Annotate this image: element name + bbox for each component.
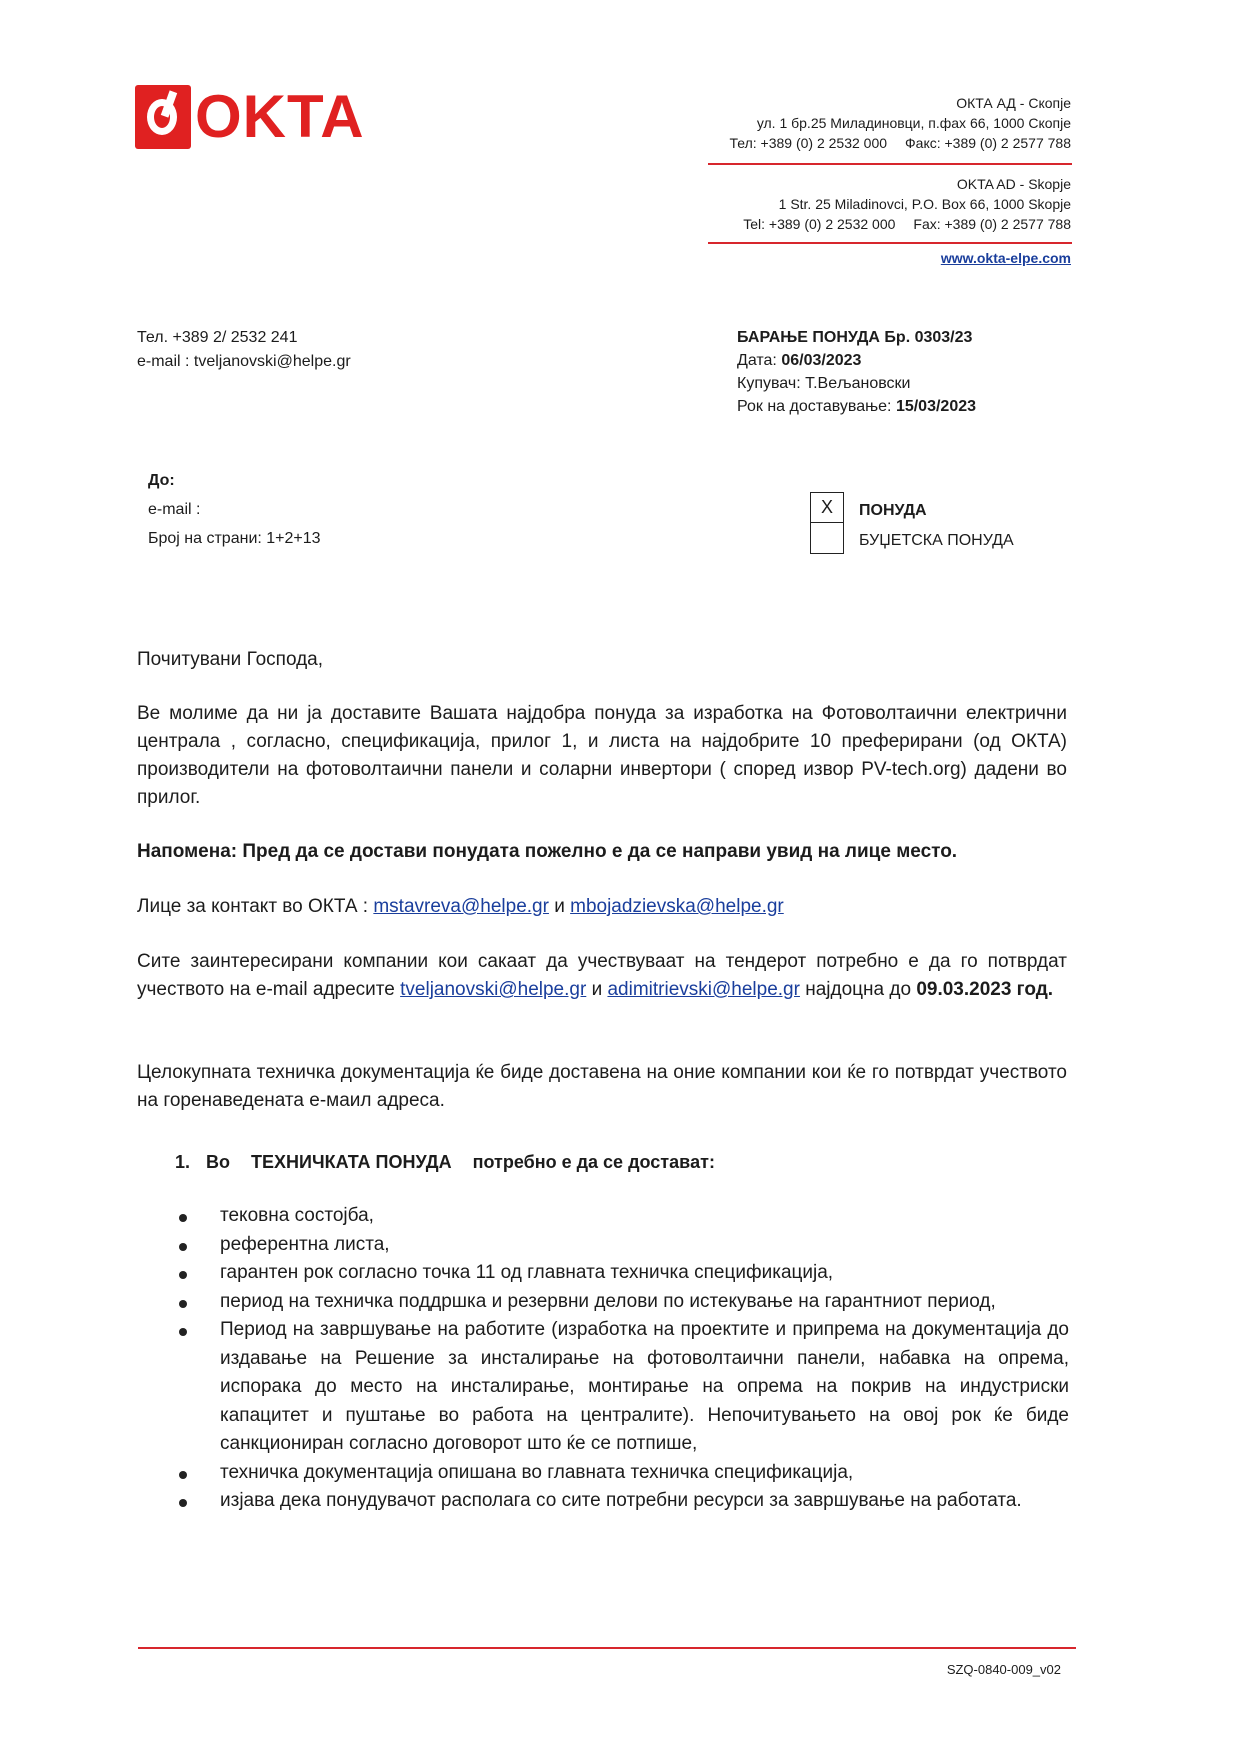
list-item: Период на завршување на работите (изработка на проектите и припрема на документација до издавање на Решение за инсталирање на фотоволтаични панели, набавка на опрема, испорака до место на инсталирање, монтирање на опрема на покрив на индустриски капацитет и пуштање во работа на централите). Непочитувањето на овој рок ќе биде санкциониран согласно договорот што ќе се потпише, (175, 1316, 1069, 1459)
company-fax-en: Fax: +389 (0) 2 2577 788 (913, 216, 1071, 232)
section-number: 1. (175, 1152, 191, 1172)
list-item: изјава дека понудувачот располага со сите потребни ресурси за завршување на работата. (175, 1487, 1069, 1516)
technical-offer-list (175, 1202, 1069, 1516)
contact-email-link-1[interactable]: mstavreva@helpe.gr (373, 896, 549, 917)
date-label: Дата: (737, 352, 777, 369)
budget-offer-checkbox[interactable] (810, 523, 844, 554)
section-heading (175, 1152, 715, 1173)
sender-email: e-mail : tveljanovski@helpe.gr (137, 353, 351, 370)
header-divider-1 (708, 163, 1072, 165)
company-address-mk (729, 93, 1071, 153)
deadline-label: Рок на доставување: (737, 398, 892, 415)
budget-offer-label: БУЏЕТСКА ПОНУДА (859, 532, 1014, 549)
paragraph-request: Ве молиме да ни ја доставите Вашата најдобра понуда за изработка на Фотоволтаични електрични централа , согласно, спецификација, прилог 1, и листа на најдобрите 10 преферирани (од ОКТА) производители на фотоволтаични панели и соларни инвертори ( според извор PV-tech.org) дадени во прилог. (137, 703, 1067, 808)
company-address-en (743, 174, 1071, 234)
list-item: техничка документација опишана во главната техничка спецификација, (175, 1459, 1069, 1488)
confirm-and: и (586, 979, 608, 1000)
recipient-to: До: (148, 472, 175, 489)
recipient-pages: Број на страни: 1+2+13 (148, 530, 321, 547)
footer-divider (138, 1647, 1076, 1649)
paragraph-confirm (137, 948, 1067, 1004)
company-tel-en: Tel: +389 (0) 2 2532 000 (743, 216, 896, 232)
company-street-en: 1 Str. 25 Miladinovci, P.O. Box 66, 1000 Skopje (778, 196, 1071, 212)
section-heading-pre: Во (206, 1152, 236, 1172)
request-info (737, 326, 976, 418)
list-item: гарантен рок согласно точка 11 од главната техничка спецификација, (175, 1259, 1069, 1288)
buyer: Купувач: Т.Вељановски (737, 375, 911, 392)
contact-line (137, 893, 1067, 921)
company-logo (135, 85, 365, 149)
paragraph-documentation: Целокупната техничка документација ќе биде доставена на оние компании кои ќе го потврдат учеството на горенаведената е-маил адреса. (137, 1062, 1067, 1111)
recipient-email: e-mail : (148, 501, 201, 518)
contact-prefix: Лице за контакт во ОКТА : (137, 896, 374, 917)
offer-type-checkboxes (810, 492, 844, 554)
request-date: 06/03/2023 (781, 352, 862, 369)
document-code: SZQ-0840-009_v02 (946, 1662, 1061, 1677)
website-link[interactable]: www.okta-elpe.com (940, 250, 1071, 266)
company-fax-mk: Факс: +389 (0) 2 2577 788 (905, 135, 1071, 151)
confirm-text: Сите заинтересирани компании кои сакаат да учествуваат на тендерот потребно е да го потврдат учеството на e-mail адресите (137, 951, 1067, 1000)
confirm-email-link-2[interactable]: adimitrievski@helpe.gr (607, 979, 800, 1000)
section-heading-post: потребно е да се доставaт: (467, 1152, 715, 1172)
company-name-en: OKTA AD - Skopje (956, 176, 1071, 192)
okta-drop-icon (135, 85, 191, 149)
request-title: БАРАЊЕ ПОНУДА Бр. 0303/23 (737, 329, 973, 346)
sender-contact (137, 326, 351, 374)
sender-tel: Тел. +389 2/ 2532 241 (137, 329, 298, 346)
recipient-block (148, 466, 321, 553)
header-divider-2 (708, 242, 1072, 244)
confirm-deadline-text: најдоцна до (799, 979, 917, 1000)
company-name-mk: ОКТА АД - Скопје (956, 95, 1071, 111)
company-street-mk: ул. 1 бр.25 Миладиновци, п.фах 66, 1000 Скопје (756, 115, 1071, 131)
logo-wordmark: OKTA (195, 83, 365, 150)
offer-type-labels (859, 496, 1014, 556)
list-item: референтна листа, (175, 1231, 1069, 1260)
section-heading-bold: ТЕХНИЧКАТА ПОНУДА (251, 1152, 452, 1172)
deadline-date: 15/03/2023 (895, 398, 977, 415)
company-tel-mk: Тел: +389 (0) 2 2532 000 (729, 135, 888, 151)
list-item: тековна состојба, (175, 1202, 1069, 1231)
contact-and: и (548, 896, 571, 917)
note: Напомена: Пред да се достави понудата пожелно е да се направи увид на лице место. (137, 841, 958, 862)
confirm-email-link-1[interactable]: tveljanovski@helpe.gr (400, 979, 587, 1000)
confirm-deadline-date: 09.03.2023 год. (916, 979, 1054, 1000)
list-item: период на техничка поддршка и резервни делови по истекување на гарантниот период, (175, 1288, 1069, 1317)
contact-email-link-2[interactable]: mbojadzievska@helpe.gr (570, 896, 784, 917)
offer-checkbox-checked[interactable]: X (810, 492, 844, 523)
greeting: Почитувани Господа, (137, 649, 324, 670)
offer-label: ПОНУДА (859, 502, 927, 519)
